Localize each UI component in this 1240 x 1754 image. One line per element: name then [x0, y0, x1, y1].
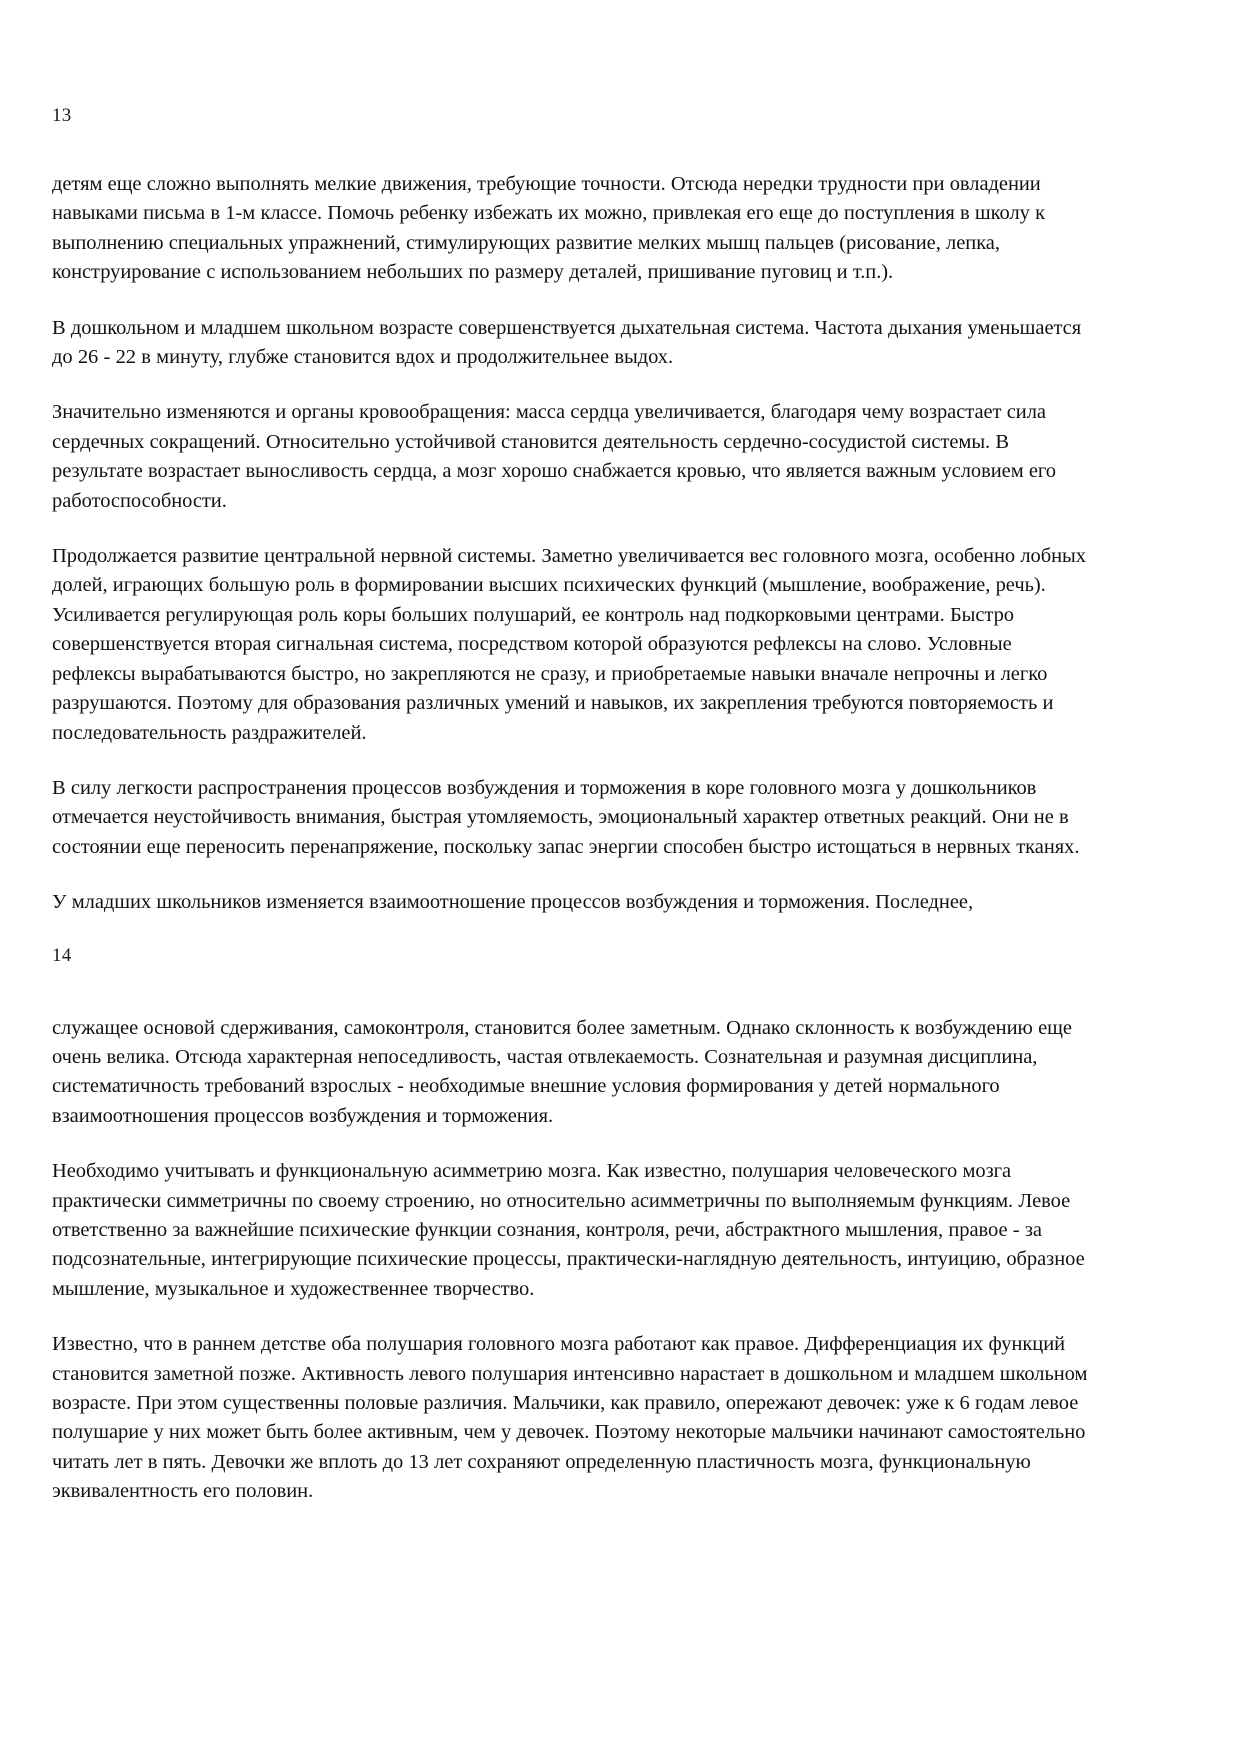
paragraph-respiratory-system: В дошкольном и младшем школьном возрасте совершенствуется дыхательная система. Частота дыхания уменьшается до 26 - 22 в минуту, глубже становится вдох и продолжительнее выдох.: [52, 316, 1082, 369]
paragraph-brain-asymmetry: Необходимо учитывать и функциональную асимметрию мозга. Как известно, полушария человеческого мозга практически симметричны по своему строению, но относительно асимметричны по выполняемым функциям. Левое ответственно за важнейшие психические функции сознания, контроля, речи, абстрактного мышления, правое - за подсознательные, интегрирующие психические процессы, практически-наглядную деятельность, интуицию, образное мышление, музыкальное и художественнее творчество.: [52, 1160, 1085, 1300]
paragraph-self-control-discipline: служащее основой сдерживания, самоконтроля, становится более заметным. Однако склонность к возбуждению еще очень велика. Отсюда характерная непоседливость, частая отвлекаемость. Сознательная и разумная дисциплина, систематичность требований взрослых - необходимые внешние условия формирования у детей нормального взаимоотношения процессов возбуждения и торможения.: [52, 1016, 1072, 1127]
paragraph-motor-skills: детям еще сложно выполнять мелкие движения, требующие точности. Отсюда нередки трудности при овладении навыками письма в 1-м классе. Помочь ребенку избежать их можно, привлекая его еще до поступления в школу к выполнению специальных упражнений, стимулирующих развитие мелких мышц пальцев (рисование, лепка, конструирование с использованием небольших по размеру деталей, пришивание пуговиц и т.п.).: [52, 173, 1046, 284]
paragraph-excitation-inhibition: В силу легкости распространения процессов возбуждения и торможения в коре головного мозга у дошкольников отмечается неустойчивость внимания, быстрая утомляемость, эмоциональный характер ответных реакций. Они не в состоянии еще переносить перенапряжение, поскольку запас энергии способен быстро истощаться в нервных тканях.: [52, 776, 1080, 858]
document-content: [52, 104, 1092, 1507]
paragraph-central-nervous-system: Продолжается развитие центральной нервной системы. Заметно увеличивается вес головного мозга, особенно лобных долей, играющих большую роль в формировании высших психических функций (мышление, воображение, речь). Усиливается регулирующая роль коры больших полушарий, ее контроль над подкорковыми центрами. Быстро совершенствуется вторая сигнальная система, посредством которой образуются рефлексы на слово. Условные рефлексы вырабатываются быстро, но закрепляются не сразу, и приобретаемые навыки вначале непрочны и легко разрушаются. Поэтому для образования различных умений и навыков, их закрепления требуются повторяемость и последовательность раздражителей.: [52, 545, 1086, 744]
page-number-marker-13: 13: [52, 105, 72, 126]
paragraph-circulatory-system: Значительно изменяются и органы кровообращения: масса сердца увеличивается, благодаря чему возрастает сила сердечных сокращений. Относительно устойчивой становится деятельность сердечно-сосудистой системы. В результате возрастает выносливость сердца, а мозг хорошо снабжается кровью, что является важным условием его работоспособности.: [52, 401, 1056, 512]
paragraph-hemisphere-development: Известно, что в раннем детстве оба полушария головного мозга работают как правое. Дифференциация их функций становится заметной позже. Активность левого полушария интенсивно нарастает в дошкольном и младшем школьном возрасте. При этом существенны половые различия. Мальчики, как правило, опережают девочек: уже к 6 годам левое полушарие у них может быть более активным, чем у девочек. Поэтому некоторые мальчики начинают самостоятельно читать лет в пять. Девочки же вплоть до 13 лет сохраняют определенную пластичность мозга, функциональную эквивалентность его половин.: [52, 1333, 1088, 1503]
page-number-marker-14: 14: [52, 944, 72, 966]
paragraph-younger-schoolchildren-intro: У младших школьников изменяется взаимоотношение процессов возбуждения и торможения. Последнее,: [52, 891, 974, 914]
